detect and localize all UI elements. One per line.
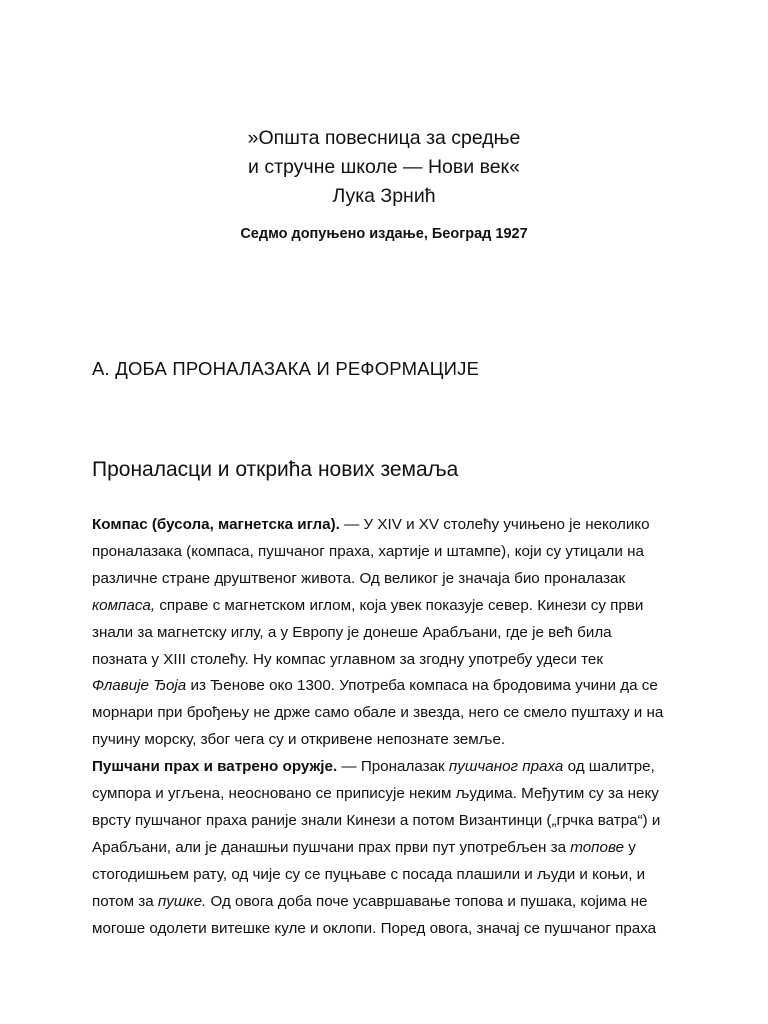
- paragraph-heading: Пушчани прах и ватрено оружје.: [92, 758, 338, 776]
- text-span: од шалитре,: [563, 758, 655, 776]
- emphasis-text: пушчаног праха: [448, 758, 564, 776]
- body-text: [92, 512, 702, 943]
- text-line: морнари при брођењу не држе само обале и звезда, него се смело пуштаху и на: [92, 704, 664, 722]
- emphasis-text: пушке.: [157, 892, 207, 910]
- edition-subtitle: Седмо допуњено издање, Београд 1927: [240, 226, 528, 242]
- emphasis-text: Флавије Ђоја: [92, 677, 187, 695]
- part-heading: А. ДОБА ПРОНАЛАЗАКА И РЕФОРМАЦИЈЕ: [92, 358, 480, 379]
- title-line-1: »Општа повесница за средње: [247, 127, 521, 149]
- text-line: могоше одолети витешке куле и оклопи. Поред овога, значај се пушчаног праха: [92, 919, 657, 937]
- text-line: пучину морску, због чега су и откривене непознате земље.: [92, 731, 506, 749]
- text-line: [92, 593, 702, 620]
- text-span: справе с магнетском иглом, која увек показује север. Кинези су први: [155, 596, 644, 614]
- text-line: сумпора и угљена, неосновано се приписује неким људима. Међутим су за неку: [92, 785, 659, 803]
- emphasis-text: компаса,: [92, 596, 156, 614]
- text-span: Од овога доба поче усавршавање топова и пушака, којима не: [206, 892, 648, 910]
- emphasis-text: топове: [570, 838, 625, 856]
- text-span: — Проналазак: [337, 758, 449, 776]
- text-span: у: [624, 838, 636, 856]
- text-line: [92, 673, 702, 700]
- paragraph-compass: [92, 512, 702, 754]
- section-heading: Проналасци и открића нових земаља: [92, 458, 459, 481]
- paragraph-heading: Компас (бусола, магнетска игла).: [92, 516, 340, 533]
- text-line: [92, 512, 702, 539]
- text-line: [92, 835, 702, 862]
- text-line: врсту пушчаног праха раније знали Кинези а потом Византинци („грчка ватра“) и: [92, 811, 661, 829]
- text-line: стогодишњем рату, од чије су се пуцњаве с посада плашили и људи и коњи, и: [92, 865, 646, 883]
- text-line: различне стране друштвеног живота. Од великог је значаја био проналазак: [92, 569, 626, 587]
- text-line: проналазака (компаса, пушчаног праха, хартије и штампе), који су утицали на: [92, 542, 644, 560]
- title-line-2: и стручне школе — Нови век«: [248, 156, 520, 178]
- text-span: потом за: [92, 892, 158, 910]
- document-title: [0, 124, 768, 211]
- text-line: знали за магнетску иглу, а у Европу је донеше Арабљани, где је већ била: [92, 623, 612, 641]
- text-line: позната у XIII столећу. Ну компас углавном за згодну употребу удеси тек: [92, 650, 603, 668]
- text-line: [92, 889, 702, 916]
- text-span: из Ђенове око 1300. Употреба компаса на бродовима учини да се: [186, 677, 658, 695]
- text-line: [92, 754, 702, 781]
- author-name: Лука Зрнић: [332, 185, 436, 207]
- text-span: — У XIV и XV столећу учињено је неколико: [339, 516, 650, 533]
- text-span: Арабљани, али је данашњи пушчани прах први пут употребљен за: [92, 838, 571, 856]
- paragraph-gunpowder: [92, 754, 702, 942]
